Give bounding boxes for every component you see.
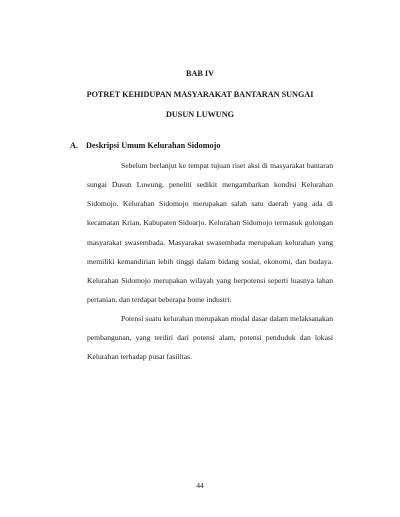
section-letter: A. [70, 141, 78, 150]
section-heading [70, 141, 220, 150]
chapter-number: BAB IV [186, 69, 214, 78]
body-paragraph-1: Sebelum berlanjut ke tempat tujuan riset aksi di masyarakat bantaran sungai Dusun Luwung, peneliti sedikit mengambarkan kondisi Kelurahan Sidomojo. Kelurahan Sidomojo merupakan salah satu daerah yang ada di kecamatan Krian, Kabupaten Sidoarjo. Kelurahan Sidomojo termasuk golongan masyarakat swasembada. Masyarakat swasembada merupakan kelurahan yang memiliki kemandirian lebih tinggi dalam bidang sosial, ekonomi, dan budaya. Kelurahan Sidomojo merupakan wilayah yang berpotensi seperti luasnya lahan pertanian, dan terdapat beberapa home industri. [87, 161, 333, 305]
page-number: 44 [196, 481, 204, 490]
chapter-title-line-2: DUSUN LUWUNG [165, 110, 234, 119]
section-title: Deskripsi Umum Kelurahan Sidomojo [86, 141, 221, 150]
chapter-title-line-1: POTRET KEHIDUPAN MASYARAKAT BANTARAN SUNGAI [86, 90, 314, 99]
body-paragraph-2: Potensi suatu kelurahan merupakan modal dasar dalam melaksanakan pembangunan, yang terdiri dari potensi alam, potensi penduduk dan lokasi Kelurahan terhadap pusat fasilitas. [87, 314, 333, 362]
